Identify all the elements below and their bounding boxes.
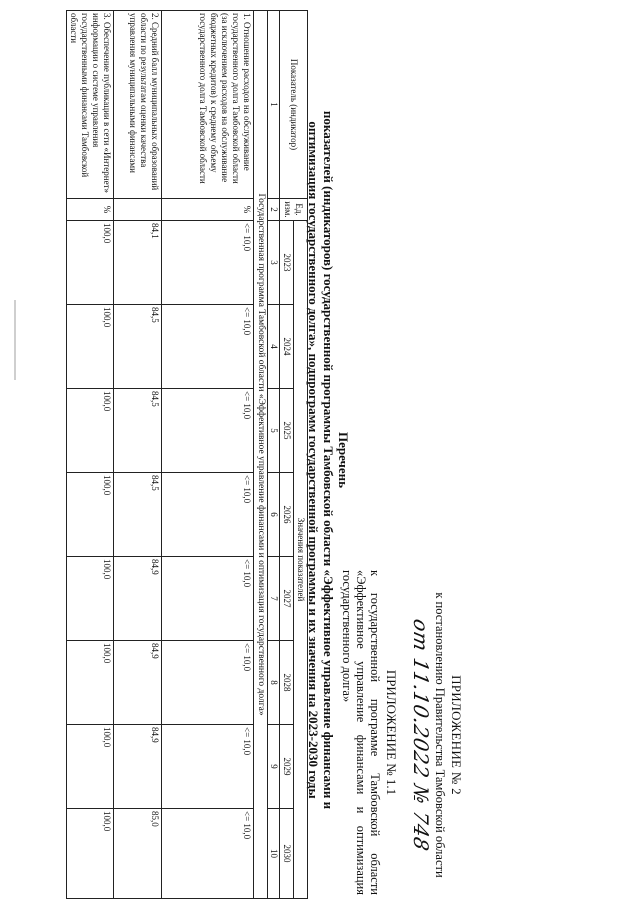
value-cell: 100,0	[67, 305, 114, 389]
value-cell: 84,5	[114, 473, 162, 557]
section-title: Государственная программа Тамбовской области «Эффективное управление финансами и оптимизация государственного долга»	[254, 11, 268, 899]
appendix-2-resolution-line: к постановлению Правительства Тамбовской области	[433, 592, 447, 878]
value-cell: 84,9	[114, 725, 162, 809]
value-cell: 84,5	[114, 305, 162, 389]
appendix-2-block	[409, 570, 465, 900]
column-number: 7	[268, 557, 280, 641]
header-year: 2027	[280, 557, 294, 641]
document-title: Перечень	[336, 431, 351, 489]
column-number: 8	[268, 641, 280, 725]
unit-cell: %	[162, 199, 254, 221]
column-number: 5	[268, 389, 280, 473]
document-subtitle-line-1: показателей (индикаторов) государственной программы Тамбовской области «Эффективное управление финансами и	[321, 110, 336, 810]
value-cell: 100,0	[67, 641, 114, 725]
value-cell: 100,0	[67, 809, 114, 899]
column-number: 6	[268, 473, 280, 557]
indicator-cell: 3. Обеспечение публикации в сети «Интернет» информации о системе управления государственными финансами Тамбовской области	[67, 11, 114, 199]
header-year: 2028	[280, 641, 294, 725]
header-year: 2023	[280, 221, 294, 305]
value-cell: 100,0	[67, 557, 114, 641]
value-cell: 84,9	[114, 641, 162, 725]
column-number: 1	[268, 11, 280, 199]
header-year: 2026	[280, 473, 294, 557]
value-cell: 85,0	[114, 809, 162, 899]
header-indicator: Показатель (индикатор)	[280, 11, 308, 199]
column-number: 10	[268, 809, 280, 899]
value-cell: <= 10,0	[162, 557, 254, 641]
indicator-cell: 1. Отношение расходов на обслуживание государственного долга Тамбовской области (за исключением расходов на обслуживание бюджетных кредитов) к среднему объему государственного долга Тамбовской области	[162, 11, 254, 199]
indicator-cell: 2. Средний балл муниципальных образований области по результатам оценки качества управления муниципальными финансами	[114, 11, 162, 199]
column-number: 2	[268, 199, 280, 221]
column-number: 4	[268, 305, 280, 389]
column-number: 3	[268, 221, 280, 305]
document-subtitle-line-2: оптимизация государственного долга», подпрограмм государственной программы и их значения на 2023-2030 годы	[306, 121, 321, 799]
appendix-1-1-title: ПРИЛОЖЕНИЕ № 1.1	[384, 669, 399, 796]
document-title-block	[306, 40, 351, 880]
header-year: 2030	[280, 809, 294, 899]
value-cell: 100,0	[67, 389, 114, 473]
value-cell: 100,0	[67, 473, 114, 557]
header-values-group: Значения показателей	[294, 221, 308, 899]
header-unit: Ед. изм.	[280, 199, 308, 221]
value-cell: 84,9	[114, 557, 162, 641]
value-cell: <= 10,0	[162, 389, 254, 473]
table-row	[114, 11, 162, 899]
appendix-1-1-text: к государственной программе Тамбовской области «Эффективное управление финансами и оптимизация государственного долга»	[340, 570, 382, 895]
value-cell: <= 10,0	[162, 221, 254, 305]
unit-cell: %	[67, 199, 114, 221]
header-year: 2025	[280, 389, 294, 473]
value-cell: 84,5	[114, 389, 162, 473]
table-row	[162, 11, 254, 899]
value-cell: <= 10,0	[162, 473, 254, 557]
table-header-row	[294, 11, 308, 899]
handwritten-date-number: от 11.10.2022 № 748	[409, 616, 433, 854]
value-cell: 84,1	[114, 221, 162, 305]
value-cell: <= 10,0	[162, 809, 254, 899]
value-cell: 100,0	[67, 221, 114, 305]
value-cell: <= 10,0	[162, 725, 254, 809]
header-year: 2029	[280, 725, 294, 809]
value-cell: 100,0	[67, 725, 114, 809]
section-row	[254, 11, 268, 899]
table-row	[67, 11, 114, 899]
column-number: 9	[268, 725, 280, 809]
header-year: 2024	[280, 305, 294, 389]
value-cell: <= 10,0	[162, 305, 254, 389]
indicators-table	[66, 10, 308, 899]
column-numbers-row	[268, 11, 280, 899]
unit-cell	[114, 199, 162, 221]
value-cell: <= 10,0	[162, 641, 254, 725]
appendix-2-title: ПРИЛОЖЕНИЕ № 2	[449, 675, 464, 795]
